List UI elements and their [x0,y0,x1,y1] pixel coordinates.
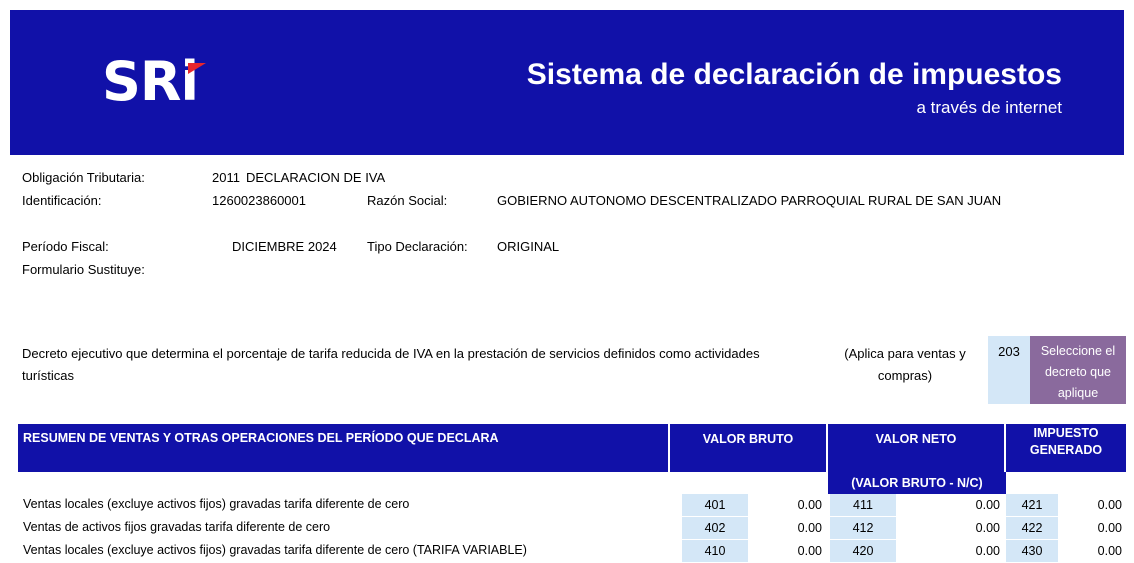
row-label: Ventas locales (excluye activos fijos) gravadas tarifa diferente de cero [23,497,410,511]
razon-social-value: GOBIERNO AUTONOMO DESCENTRALIZADO PARROQUIAL RURAL DE SAN JUAN [497,193,1002,208]
amount-valor-neto[interactable]: 0.00 [896,494,1004,516]
razon-social-label: Razón Social: [367,193,448,208]
obligacion-code: 2011 [212,170,240,185]
info-row-obligacion [22,166,1112,189]
tipo-declaracion-value: ORIGINAL [497,239,560,254]
amount-valor-neto[interactable]: 0.00 [896,517,1004,539]
decreto-aplica-note: (Aplica para ventas y compras) [844,346,966,383]
field-code-412[interactable] [830,517,896,539]
column-header-valor-bruto: VALOR BRUTO [670,424,828,472]
amount-impuesto-generado[interactable]: 0.00 [1058,540,1126,562]
sri-logo-text: SRi [102,50,198,113]
amount-impuesto-generado[interactable]: 0.00 [1058,517,1126,539]
info-row-formulario [22,258,1112,281]
table-row [18,540,1126,563]
table-body [18,494,1126,563]
amount-valor-bruto[interactable]: 0.00 [748,494,826,516]
flag-icon [188,63,206,74]
formulario-sustituye-label: Formulario Sustituye: [22,262,145,277]
amount-valor-bruto[interactable]: 0.00 [748,540,826,562]
sri-logo [102,52,272,114]
identificacion-label: Identificación: [22,193,102,208]
taxpayer-info [22,166,1112,281]
amount-valor-neto[interactable]: 0.00 [896,540,1004,562]
obligacion-value: DECLARACION DE IVA [246,170,386,185]
field-code-430[interactable] [1006,540,1058,562]
column-header-resumen: RESUMEN DE VENTAS Y OTRAS OPERACIONES DEL PERÍODO QUE DECLARA [18,424,670,472]
table-row [18,517,1126,540]
identificacion-value: 1260023860001 [212,193,306,208]
page-header-banner [10,10,1124,155]
periodo-fiscal-label: Período Fiscal: [22,239,109,254]
page-title: Sistema de declaración de impuestos [526,58,1062,91]
header-title-block [527,56,1062,120]
tipo-declaracion-label: Tipo Declaración: [367,239,468,254]
field-code-401[interactable] [682,494,748,516]
column-header-valor-neto: VALOR NETO [828,424,1006,472]
amount-impuesto-generado[interactable]: 0.00 [1058,494,1126,516]
ventas-summary-table [18,424,1126,558]
decreto-description: Decreto ejecutivo que determina el porcentaje de tarifa reducida de IVA en la prestación de servicios definidos como actividades turísticas [22,346,760,383]
amount-valor-bruto[interactable]: 0.00 [748,517,826,539]
periodo-fiscal-value: DICIEMBRE 2024 [232,239,337,254]
field-code-402[interactable] [682,517,748,539]
field-code-420[interactable] [830,540,896,562]
field-code-421[interactable] [1006,494,1058,516]
page-subtitle: a través de internet [916,98,1062,117]
obligacion-label: Obligación Tributaria: [22,170,145,185]
select-decreto-button[interactable]: Seleccione el decreto que aplique [1030,336,1126,404]
field-code-411[interactable] [830,494,896,516]
info-row-identificacion [22,189,1112,235]
column-subheader-valor-neto: (VALOR BRUTO - N/C) [828,472,1006,494]
decreto-code-203: 203 [988,336,1030,404]
column-header-impuesto-generado: IMPUESTO GENERADO [1006,424,1126,472]
table-row [18,494,1126,517]
table-header-row [18,424,1126,490]
row-label: Ventas locales (excluye activos fijos) gravadas tarifa diferente de cero (TARIFA VARIABLE) [23,543,527,557]
info-row-periodo [22,235,1112,258]
row-label: Ventas de activos fijos gravadas tarifa diferente de cero [23,520,331,534]
field-code-422[interactable] [1006,517,1058,539]
field-code-410[interactable] [682,540,748,562]
